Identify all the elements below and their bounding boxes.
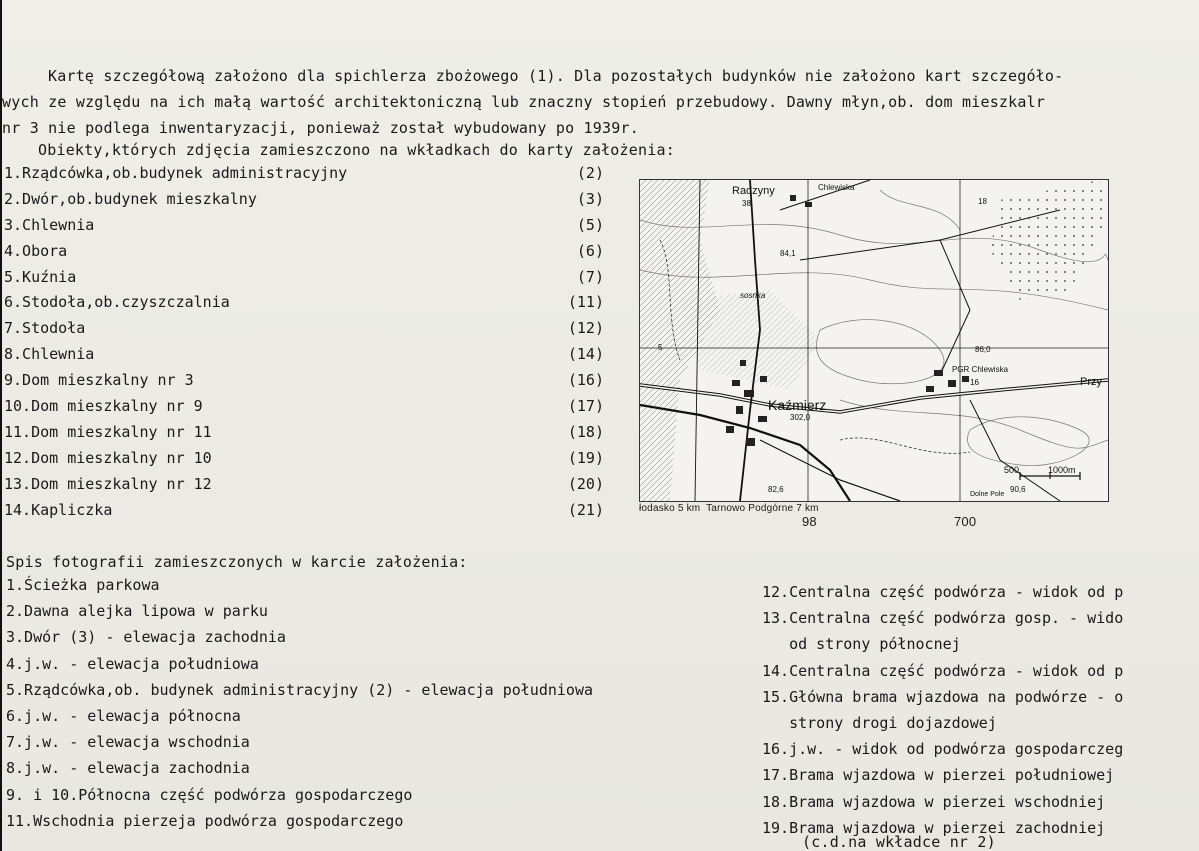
- map-label-przy: Przy: [1080, 376, 1102, 388]
- object-label: 5.Kuźnia: [4, 267, 77, 286]
- map-elevation: 82,6: [768, 485, 784, 494]
- list-item: strony drogi dojazdowej: [762, 713, 997, 732]
- list-item: 12.Centralna część podwórza - widok od p: [762, 583, 1124, 601]
- object-ref: (19): [567, 448, 604, 467]
- list-item: 13.Centralna część podwórza gosp. - wido: [762, 609, 1124, 628]
- object-label: 13.Dom mieszkalny nr 12: [4, 474, 212, 493]
- list-item: [4, 291, 604, 317]
- map-grid-tick-700: 700: [954, 514, 977, 529]
- list-item: 9. i 10.Północna część podwórza gospodarczego: [6, 785, 413, 804]
- photos-list-left: [6, 575, 746, 837]
- list-item: [4, 447, 604, 473]
- intro-line-1: Kartę szczegółową założono dla spichlerza zbożowego (1). Dla pozostałych budynków nie założono kart szczegóło-: [48, 67, 1064, 85]
- object-label: 7.Stodoła: [4, 319, 86, 338]
- object-label: 6.Stodoła,ob.czyszczalnia: [4, 293, 230, 312]
- map-number: 16: [970, 378, 979, 387]
- object-ref: (18): [567, 422, 604, 441]
- intro-line-3: nr 3 nie podlega inwentaryzacji, ponieważ został wybudowany po 1939r.: [2, 119, 639, 137]
- object-label: 12.Dom mieszkalny nr 10: [4, 448, 212, 467]
- object-ref: (14): [567, 345, 604, 364]
- list-item: [4, 369, 604, 395]
- list-item: od strony północnej: [762, 635, 961, 654]
- map-elevation: 84,1: [780, 249, 796, 258]
- object-label: 4.Obora: [4, 241, 68, 260]
- intro-line-2: wych ze względu na ich małą wartość architektoniczną lub znaczny stopień przebudowy. Dawny młyn,ob. dom mieszkalr: [2, 93, 1046, 111]
- map-label-sosnka: sosnka: [740, 291, 766, 300]
- map-caption: łodasko 5 km Tarnowo Podgórne 7 km: [639, 503, 819, 514]
- map-elevation: 90,6: [1010, 485, 1026, 494]
- object-ref: (11): [567, 293, 604, 312]
- topographic-map: [639, 179, 1109, 502]
- map-grid-tick-98: 98: [802, 514, 817, 529]
- object-label: 3.Chlewnia: [4, 215, 95, 234]
- list-item: 14.Centralna część podwórza - widok od p: [762, 661, 1124, 680]
- list-item: [4, 214, 604, 240]
- list-item: [4, 317, 604, 343]
- map-elevation: 86,0: [975, 345, 991, 354]
- list-item: 6.j.w. - elewacja północna: [6, 706, 241, 725]
- photos-list-right: [762, 582, 1199, 844]
- map-number: 18: [978, 197, 987, 206]
- objects-list: [4, 162, 604, 524]
- list-item: [4, 188, 604, 214]
- list-item: [4, 162, 604, 188]
- map-number: 5: [658, 343, 663, 352]
- list-item: [4, 343, 604, 369]
- list-item: [4, 473, 604, 499]
- object-ref: (5): [576, 215, 604, 234]
- object-ref: (7): [576, 267, 604, 286]
- list-item: 8.j.w. - elewacja zachodnia: [6, 759, 250, 778]
- object-ref: (16): [567, 371, 604, 390]
- object-label: 9.Dom mieszkalny nr 3: [4, 371, 194, 390]
- object-label: 1.Rządcówka,ob.budynek administracyjny: [4, 164, 348, 182]
- list-item: 16.j.w. - widok od podwórza gospodarczeg: [762, 740, 1124, 759]
- continuation-note: (c.d.na wkładce nr 2): [802, 833, 996, 851]
- map-scale-500: 500: [1004, 465, 1020, 475]
- list-item: 2.Dawna alejka lipowa w parku: [6, 602, 268, 621]
- object-label: 10.Dom mieszkalny nr 9: [4, 397, 203, 416]
- map-label-kazmierz: Kaźmierz: [768, 397, 827, 413]
- object-label: 11.Dom mieszkalny nr 11: [4, 422, 212, 441]
- map-label-radzyny: Radzyny: [732, 185, 775, 197]
- list-item: [4, 240, 604, 266]
- map-label-dolne-pole: Dolne Pole: [970, 491, 1005, 498]
- map-label-pgr: PGR Chlewiska: [952, 365, 1009, 374]
- list-item: 18.Brama wjazdowa w pierzei wschodniej: [762, 792, 1106, 811]
- intro-paragraph: [2, 63, 1198, 141]
- list-item: 11.Wschodnia pierzeja podwórza gospodarczego: [6, 811, 404, 830]
- list-item: 3.Dwór (3) - elewacja zachodnia: [6, 628, 286, 647]
- object-ref: (20): [567, 474, 604, 493]
- map-elevation: 302,0: [790, 413, 811, 422]
- object-ref: (21): [567, 500, 604, 519]
- list-item: [4, 421, 604, 447]
- object-ref: (17): [567, 397, 604, 416]
- list-item: 19.Brama wjazdowa w pierzei zachodniej: [762, 818, 1106, 837]
- object-ref: (2): [576, 164, 604, 182]
- list-item: 4.j.w. - elewacja południowa: [6, 654, 259, 673]
- object-label: 2.Dwór,ob.budynek mieszkalny: [4, 189, 257, 208]
- list-item: 17.Brama wjazdowa w pierzei południowej: [762, 766, 1115, 785]
- map-drawing: [640, 180, 1108, 501]
- object-label: 8.Chlewnia: [4, 345, 95, 364]
- list-item: [4, 266, 604, 292]
- photos-heading: Spis fotografii zamieszczonych w karcie założenia:: [6, 553, 468, 571]
- list-item: 5.Rządcówka,ob. budynek administracyjny (2) - elewacja południowa: [6, 680, 593, 699]
- map-number: 38: [742, 199, 751, 208]
- object-ref: (6): [576, 241, 604, 260]
- list-item: [4, 499, 604, 525]
- list-item: 15.Główna brama wjazdowa na podwórze - o: [762, 687, 1124, 706]
- object-ref: (3): [576, 189, 604, 208]
- objects-heading: Obiekty,których zdjęcia zamieszczono na wkładkach do karty założenia:: [38, 141, 675, 159]
- map-label-chlewiska: Chlewiska: [818, 183, 855, 192]
- list-item: 7.j.w. - elewacja wschodnia: [6, 733, 250, 752]
- map-scale-1000: 1000m: [1048, 465, 1076, 475]
- list-item: [4, 395, 604, 421]
- object-ref: (12): [567, 319, 604, 338]
- list-item: 1.Ścieżka parkowa: [6, 576, 160, 594]
- object-label: 14.Kapliczka: [4, 500, 113, 519]
